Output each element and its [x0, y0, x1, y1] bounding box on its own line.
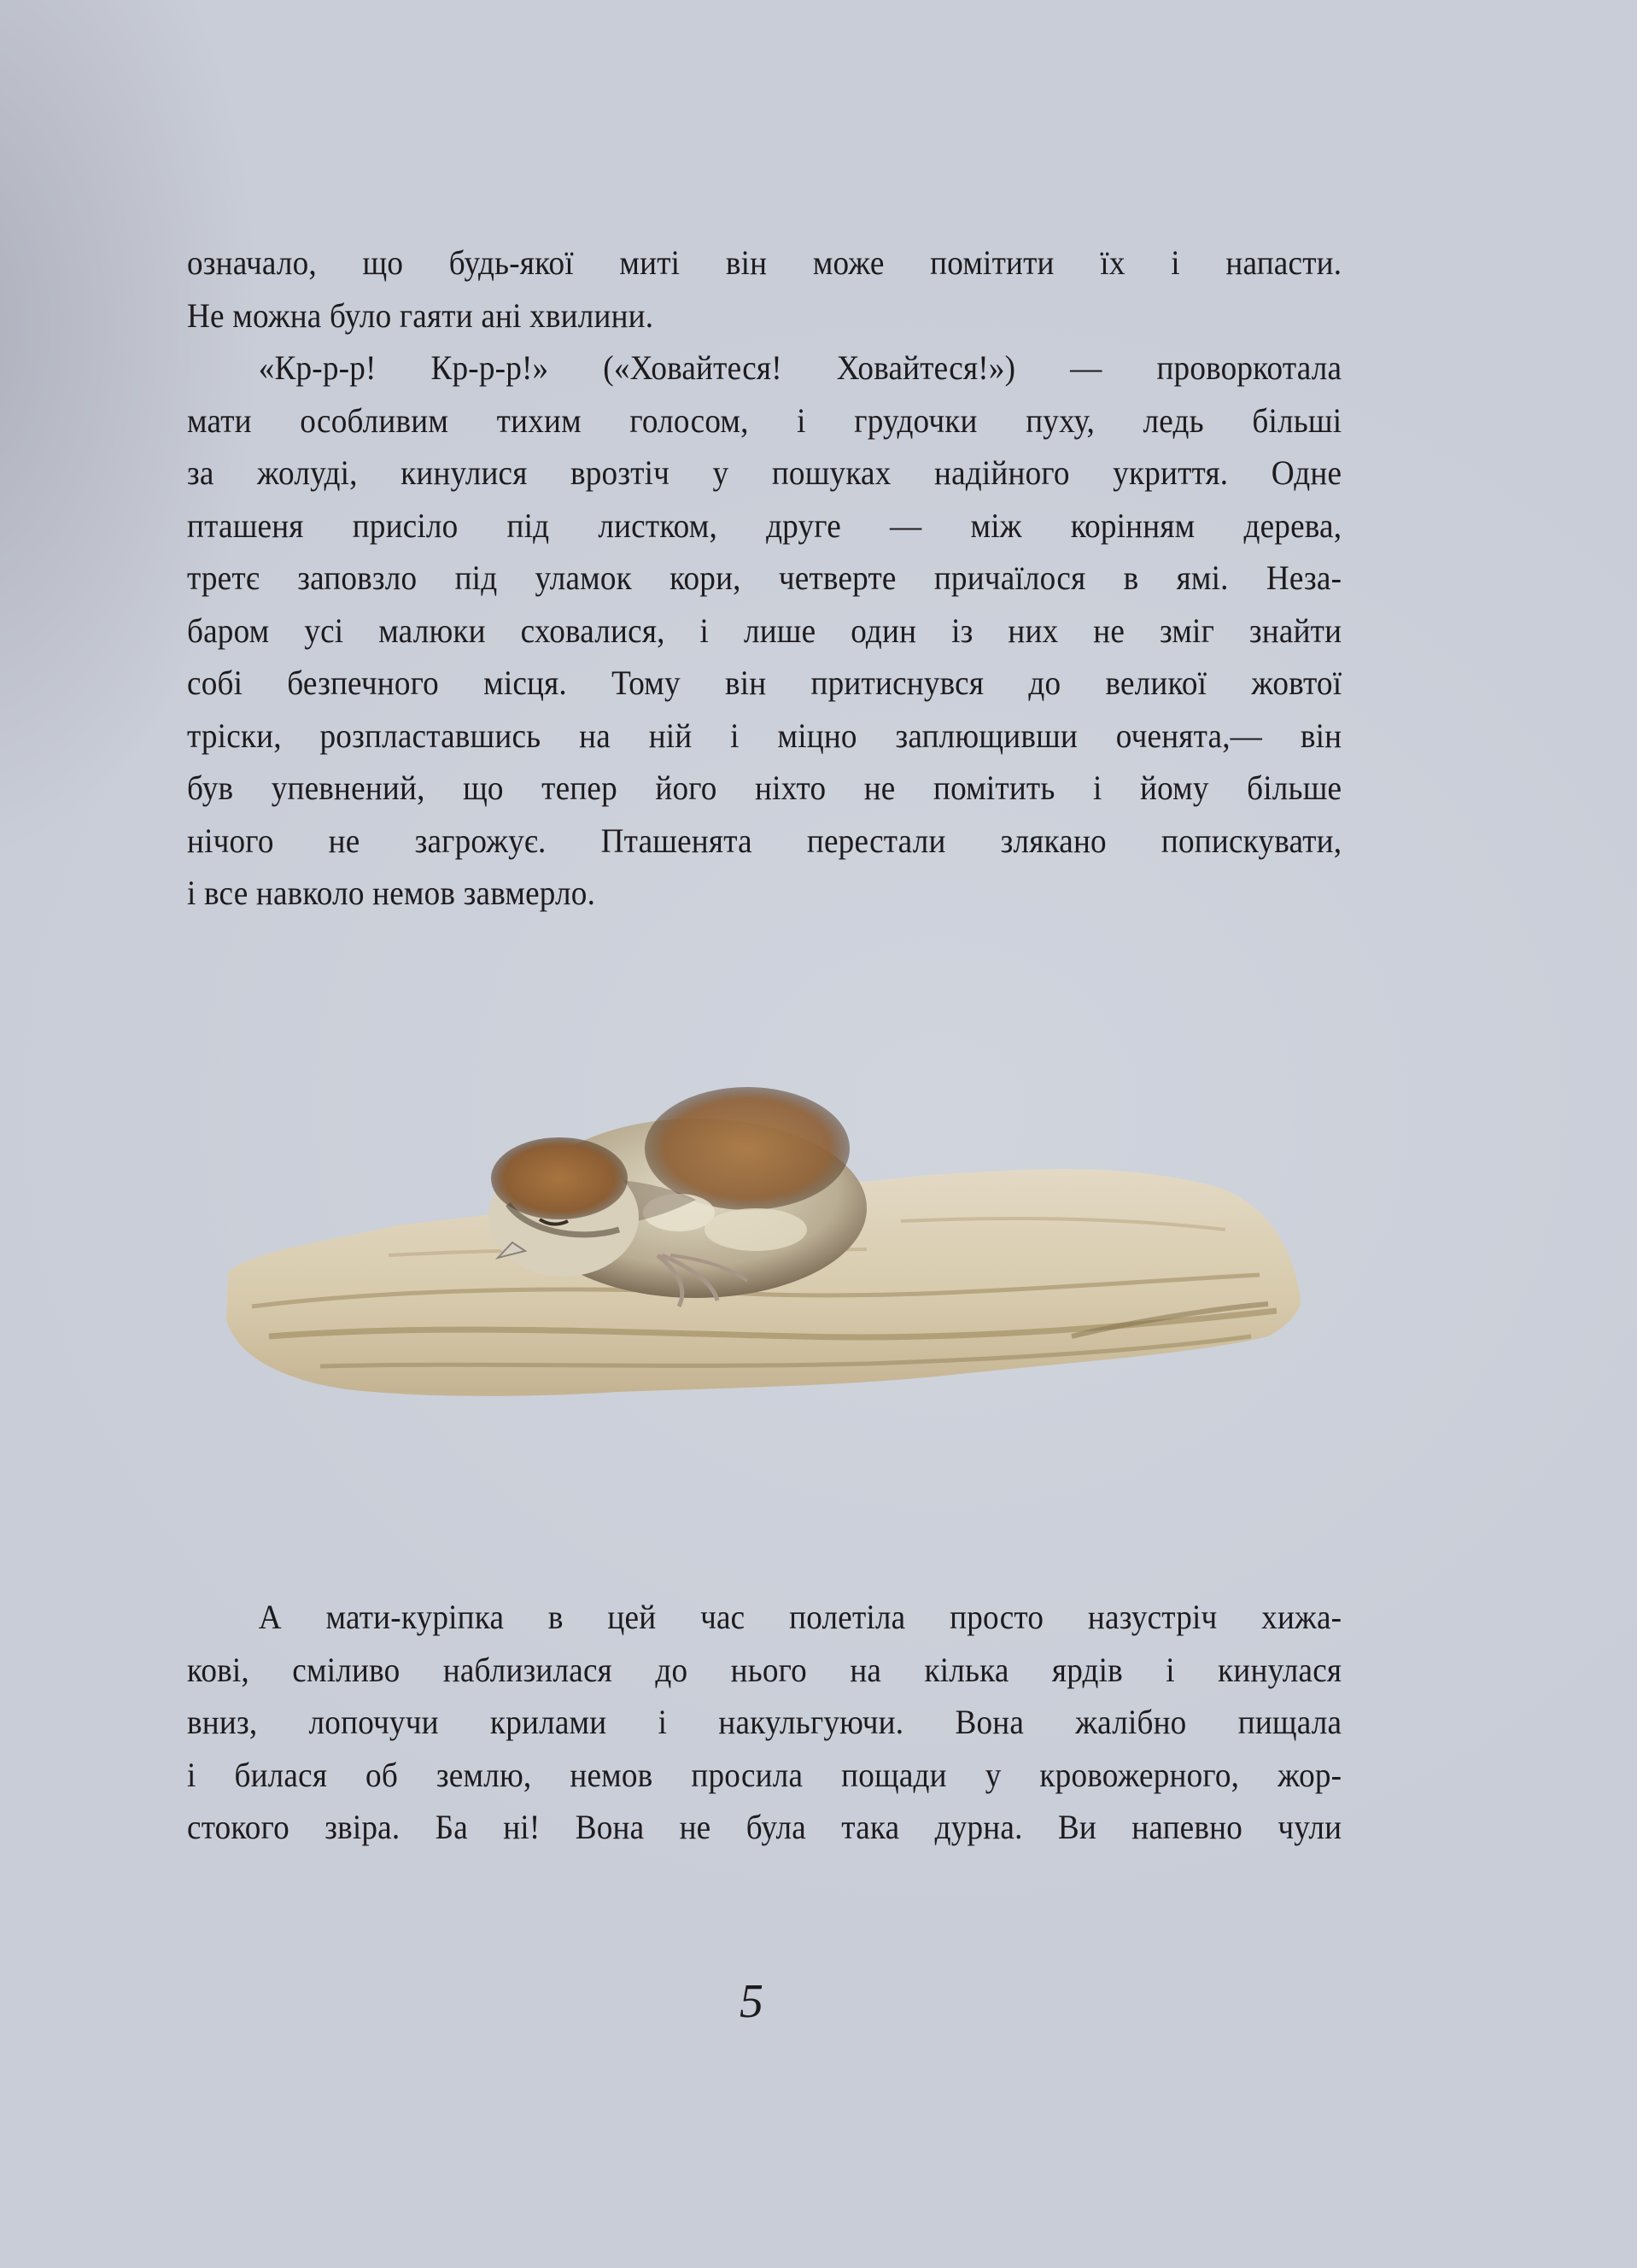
- text-line: тріски, розпластавшись на ній і міцно заплющивши оченята,— він: [187, 716, 1342, 755]
- text-line: мати особливим тихим голосом, і грудочки пуху, ледь більші: [187, 400, 1342, 440]
- text-line: третє заповзло під уламок кори, четверте причаїлося в ямі. Неза-: [187, 558, 1342, 597]
- text-line: Не можна було гаяти ані хвилини.: [187, 295, 654, 335]
- text-line: означало, що будь-якої миті він може помітити їх і напасти.: [187, 243, 1342, 282]
- page-number: 5: [740, 1975, 763, 2028]
- text-line: «Кр-р-р! Кр-р-р!» («Ховайтеся! Ховайтеся!») — проворкотала: [258, 348, 1342, 387]
- text-line: за жолуді, кинулися врозтіч у пошуках надійного укриття. Одне: [187, 453, 1342, 492]
- partridge-chick: [488, 1087, 867, 1306]
- text-line: собі безпечного місця. Тому він притиснувся до великої жовтої: [187, 663, 1342, 702]
- text-line: баром усі малюки сховалися, і лише один із них не зміг знайти: [187, 611, 1342, 650]
- text-line: стокого звіра. Ба ні! Вона не була така дурна. Ви напевно чули: [187, 1808, 1342, 1846]
- text-block-top: [187, 237, 1342, 920]
- text-line: кові, сміливо наблизилася до нього на кілька ярдів і кинулася: [187, 1650, 1342, 1689]
- text-line: вниз, лопочучи крилами і накульгуючи. Вона жалібно пищала: [187, 1703, 1342, 1741]
- text-line: А мати-куріпка в цей час полетіла просто назустріч хижа-: [258, 1598, 1342, 1636]
- text-line: був упевнений, що тепер його ніхто не помітить і йому більше: [187, 769, 1342, 807]
- chick-on-wood-chip-illustration: [218, 1080, 1311, 1405]
- text-line: і все навколо немов завмерло.: [187, 874, 596, 912]
- text-line: і билася об землю, немов просила пощади у кровожерного, жор-: [187, 1755, 1342, 1794]
- text-line: пташеня присіло під листком, друге — між корінням дерева,: [187, 506, 1342, 545]
- text-line: нічого не загрожує. Пташенята перестали злякано попискувати,: [187, 821, 1342, 860]
- text-block-bottom: [187, 1591, 1342, 1854]
